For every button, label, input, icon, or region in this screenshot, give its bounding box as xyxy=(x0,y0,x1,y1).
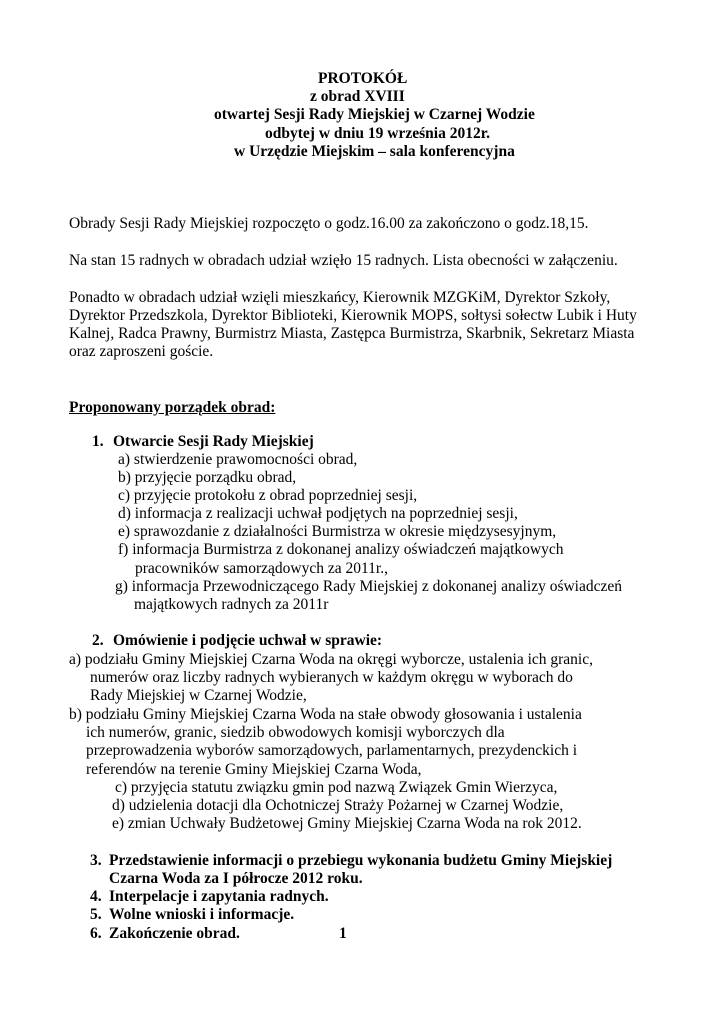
agenda-subitem-continued: przeprowadzenia wyborów samorządowych, parlamentarnych, prezydenckich i xyxy=(86,742,578,759)
agenda-subitem: b) przyjęcie porządku obrad, xyxy=(118,469,297,486)
agenda-subitem: f) informacja Burmistrza z dokonanej analizy oświadczeń majątkowych xyxy=(118,541,564,558)
agenda-subitem-continued: referendów na terenie Gminy Miejskiej Czarna Woda, xyxy=(86,761,422,778)
agenda-item-number: 6. xyxy=(90,925,102,942)
agenda-item-title: Interpelacje i zapytania radnych. xyxy=(109,888,329,905)
agenda-subitem: g) informacja Przewodniczącego Rady Miejskiej z dokonanej analizy oświadczeń xyxy=(115,578,622,595)
agenda-subitem: b) podziału Gminy Miejskiej Czarna Woda na stałe obwody głosowania i ustalenia xyxy=(69,706,582,723)
doc-title: PROTOKÓŁ xyxy=(318,70,408,87)
agenda-item-number: 1. xyxy=(92,433,104,450)
agenda-item-title: Wolne wnioski i informacje. xyxy=(109,906,295,923)
page-number: 1 xyxy=(339,925,347,942)
agenda-subitem-continued: numerów oraz liczby radnych wybieranych w każdym okręgu w wyborach do xyxy=(90,669,573,686)
doc-subtitle-place: w Urzędzie Miejskim – sala konferencyjna xyxy=(234,143,515,160)
doc-subtitle-date: odbytej w dniu 19 września 2012r. xyxy=(265,125,491,142)
agenda-subitem: a) podziału Gminy Miejskiej Czarna Woda na okręgi wyborcze, ustalenia ich granic, xyxy=(69,651,593,668)
agenda-item-number: 2. xyxy=(92,632,104,649)
intro-paragraph-2: Na stan 15 radnych w obradach udział wzięło 15 radnych. Lista obecności w załączeniu. xyxy=(69,252,618,269)
agenda-subitem-continued: Rady Miejskiej w Czarnej Wodzie, xyxy=(90,687,307,704)
agenda-item-title: Otwarcie Sesji Rady Miejskiej xyxy=(113,433,314,450)
agenda-subitem: c) przyjęcia statutu związku gmin pod nazwą Związek Gmin Wierzyca, xyxy=(115,779,558,796)
agenda-subitem: d) udzielenia dotacji dla Ochotniczej Straży Pożarnej w Czarnej Wodzie, xyxy=(112,797,564,814)
agenda-subitem: e) sprawozdanie z działalności Burmistrza w okresie międzysesyjnym, xyxy=(118,523,557,540)
agenda-item-number: 4. xyxy=(90,888,102,905)
agenda-heading: Proponowany porządek obrad: xyxy=(69,399,276,416)
intro-paragraph-3-line: Kalnej, Radca Prawny, Burmistrz Miasta, Zastępca Burmistrza, Skarbnik, Sekretarz Miasta xyxy=(69,325,635,342)
agenda-item-title: Omówienie i podjęcie uchwał w sprawie: xyxy=(113,632,383,649)
agenda-subitem-continued: pracowników samorządowych za 2011r., xyxy=(135,560,388,577)
intro-paragraph-1: Obrady Sesji Rady Miejskiej rozpoczęto o godz.16.00 za zakończono o godz.18,15. xyxy=(69,215,589,232)
agenda-subitem: c) przyjęcie protokołu z obrad poprzedniej sesji, xyxy=(118,487,418,504)
doc-subtitle-council: otwartej Sesji Rady Miejskiej w Czarnej Wodzie xyxy=(214,106,535,123)
agenda-item-title: Zakończenie obrad. xyxy=(109,925,240,942)
agenda-item-title: Przedstawienie informacji o przebiegu wykonania budżetu Gminy Miejskiej xyxy=(109,852,613,869)
doc-subtitle-session: z obrad XVIII xyxy=(310,88,405,105)
agenda-subitem: a) stwierdzenie prawomocności obrad, xyxy=(118,451,358,468)
agenda-item-title-continued: Czarna Woda za I półrocze 2012 roku. xyxy=(109,870,363,887)
agenda-subitem: d) informacja z realizacji uchwał podjętych na poprzedniej sesji, xyxy=(118,505,518,522)
intro-paragraph-3-line: oraz zaproszeni goście. xyxy=(69,343,214,360)
agenda-subitem-continued: ich numerów, granic, siedzib obwodowych komisji wyborczych dla xyxy=(86,724,505,741)
agenda-subitem: e) zmian Uchwały Budżetowej Gminy Miejskiej Czarna Woda na rok 2012. xyxy=(112,815,582,832)
intro-paragraph-3-line: Dyrektor Przedszkola, Dyrektor Biblioteki, Kierownik MOPS, sołtysi sołectw Lubik i Huty xyxy=(69,307,637,324)
agenda-item-number: 5. xyxy=(90,906,102,923)
agenda-subitem-continued: majątkowych radnych za 2011r xyxy=(134,596,329,613)
intro-paragraph-3-line: Ponadto w obradach udział wzięli mieszkańcy, Kierownik MZGKiM, Dyrektor Szkoły, xyxy=(69,289,611,306)
agenda-item-number: 3. xyxy=(90,852,102,869)
